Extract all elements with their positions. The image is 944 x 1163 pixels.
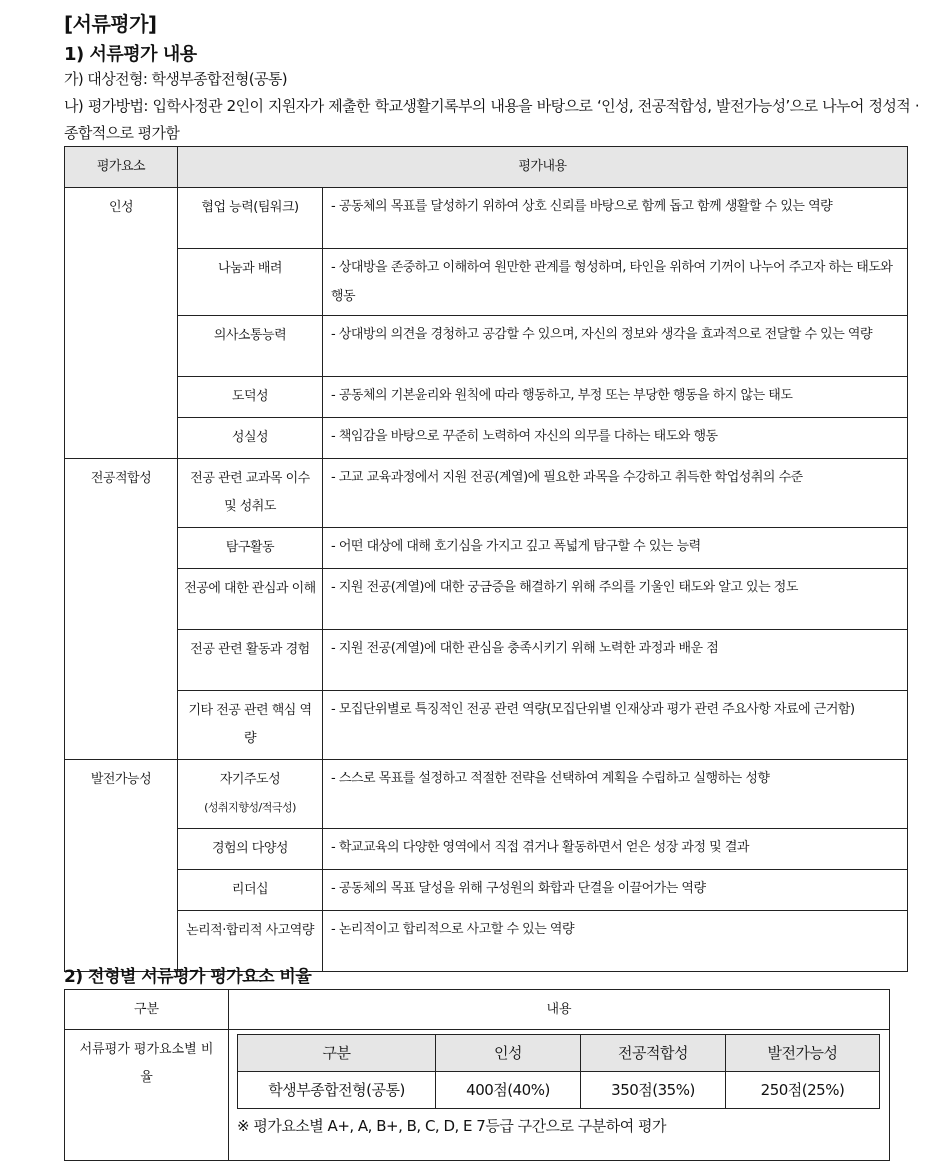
description: - 상대방을 존중하고 이해하여 원만한 관계를 형성하며, 타인을 위하여 기꺼이 나누어 주고자 하는 태도와 행동 bbox=[323, 249, 908, 316]
ratio-inner-table bbox=[237, 1034, 880, 1109]
method-text: 나) 평가방법: 입학사정관 2인이 지원자가 제출한 학교생활기록부의 내용을 바탕으로 ‘인성, 전공적합성, 발전가능성’으로 나누어 정성적 · 종합적으로 평가함 bbox=[64, 97, 919, 142]
header-element: 평가요소 bbox=[65, 147, 178, 188]
table-row bbox=[65, 377, 908, 418]
element-group: 전공적합성 bbox=[65, 459, 178, 760]
target-text: 가) 대상전형: 학생부종합전형(공통) bbox=[64, 70, 288, 88]
grade-note: ※ 평가요소별 A+, A, B+, B, C, D, E 7등급 구간으로 구분하여 평가 bbox=[237, 1117, 667, 1135]
inner-cell: 학생부종합전형(공통) bbox=[238, 1072, 436, 1109]
sub-element-label: 의사소통능력 bbox=[213, 328, 287, 343]
sub-element-label: 논리적·합리적 사고역량 bbox=[186, 923, 314, 938]
sub-element-label: 협업 능력(팀워크) bbox=[201, 200, 299, 215]
table-row bbox=[65, 870, 908, 911]
sub-element-label: 성실성 bbox=[231, 430, 269, 445]
sub-element-label: 전공에 대한 관심과 이해 bbox=[184, 581, 316, 596]
table-row bbox=[65, 569, 908, 630]
header-content: 내용 bbox=[229, 990, 890, 1030]
page-title: [서류평가] bbox=[64, 12, 157, 36]
section2-heading: 2) 전형별 서류평가 평가요소 비율 bbox=[64, 967, 312, 987]
sub-element-label: 전공 관련 활동과 경험 bbox=[190, 642, 310, 657]
sub-element bbox=[178, 630, 323, 691]
table-row bbox=[65, 630, 908, 691]
header-content: 평가내용 bbox=[178, 147, 908, 188]
description: - 공동체의 목표 달성을 위해 구성원의 화합과 단결을 이끌어가는 역량 bbox=[323, 870, 908, 911]
inner-cell: 250점(25%) bbox=[726, 1072, 880, 1109]
sub-element-label: 전공 관련 교과목 이수 및 성취도 bbox=[190, 471, 310, 514]
sub-element bbox=[178, 760, 323, 829]
header-category: 구분 bbox=[65, 990, 229, 1030]
sub-element-label: 리더십 bbox=[231, 882, 269, 897]
description: - 지원 전공(계열)에 대한 관심을 충족시키기 위해 노력한 과정과 배운 점 bbox=[323, 630, 908, 691]
sub-element-label: 자기주도성 bbox=[219, 772, 281, 787]
inner-cell: 350점(35%) bbox=[581, 1072, 726, 1109]
element-group: 인성 bbox=[65, 188, 178, 459]
description: - 학교교육의 다양한 영역에서 직접 겪거나 활동하면서 얻은 성장 과정 및 결과 bbox=[323, 829, 908, 870]
sub-element bbox=[178, 870, 323, 911]
sub-element bbox=[178, 316, 323, 377]
description: - 책임감을 바탕으로 꾸준히 노력하여 자신의 의무를 다하는 태도와 행동 bbox=[323, 418, 908, 459]
sub-element bbox=[178, 829, 323, 870]
inner-header: 전공적합성 bbox=[581, 1035, 726, 1072]
table-row bbox=[65, 760, 908, 829]
sub-element bbox=[178, 418, 323, 459]
sub-element-label: 도덕성 bbox=[231, 389, 269, 404]
table-row bbox=[65, 528, 908, 569]
table-row bbox=[65, 691, 908, 760]
description: - 모집단위별로 특징적인 전공 관련 역량(모집단위별 인재상과 평가 관련 주요사항 자료에 근거함) bbox=[323, 691, 908, 760]
element-group: 발전가능성 bbox=[65, 760, 178, 972]
table-row bbox=[65, 249, 908, 316]
sub-element-note: (성취지향성/적극성) bbox=[204, 801, 296, 814]
description: - 지원 전공(계열)에 대한 궁금증을 해결하기 위해 주의를 기울인 태도와 알고 있는 정도 bbox=[323, 569, 908, 630]
sub-element bbox=[178, 569, 323, 630]
row-label: 서류평가 평가요소별 비율 bbox=[65, 1030, 229, 1161]
description: - 논리적이고 합리적으로 사고할 수 있는 역량 bbox=[323, 911, 908, 972]
sub-element bbox=[178, 377, 323, 418]
description: - 공동체의 목표를 달성하기 위하여 상호 신뢰를 바탕으로 함께 돕고 함께 생활할 수 있는 역량 bbox=[323, 188, 908, 249]
table-row bbox=[65, 188, 908, 249]
sub-element-label: 경험의 다양성 bbox=[212, 841, 288, 856]
inner-header: 구분 bbox=[238, 1035, 436, 1072]
description: - 공동체의 기본윤리와 원칙에 따라 행동하고, 부정 또는 부당한 행동을 하지 않는 태도 bbox=[323, 377, 908, 418]
table-row bbox=[65, 316, 908, 377]
sub-element-label: 탐구활동 bbox=[225, 540, 275, 555]
description: - 스스로 목표를 설정하고 적절한 전략을 선택하여 계획을 수립하고 실행하는 성향 bbox=[323, 760, 908, 829]
ratio-table bbox=[64, 989, 890, 1161]
inner-cell: 400점(40%) bbox=[436, 1072, 581, 1109]
sub-element bbox=[178, 188, 323, 249]
sub-element bbox=[178, 249, 323, 316]
table-row bbox=[65, 829, 908, 870]
table-row bbox=[65, 459, 908, 528]
sub-element-label: 기타 전공 관련 핵심 역량 bbox=[188, 703, 312, 746]
description: - 어떤 대상에 대해 호기심을 가지고 깊고 폭넓게 탐구할 수 있는 능력 bbox=[323, 528, 908, 569]
sub-element bbox=[178, 691, 323, 760]
section1-heading: 1) 서류평가 내용 bbox=[64, 44, 197, 65]
sub-element bbox=[178, 459, 323, 528]
inner-header: 발전가능성 bbox=[726, 1035, 880, 1072]
table-row bbox=[65, 418, 908, 459]
sub-element bbox=[178, 528, 323, 569]
description: - 고교 교육과정에서 지원 전공(계열)에 필요한 과목을 수강하고 취득한 학업성취의 수준 bbox=[323, 459, 908, 528]
evaluation-table bbox=[64, 146, 908, 972]
sub-element-label: 나눔과 배려 bbox=[218, 261, 282, 276]
description: - 상대방의 의견을 경청하고 공감할 수 있으며, 자신의 정보와 생각을 효과적으로 전달할 수 있는 역량 bbox=[323, 316, 908, 377]
inner-header: 인성 bbox=[436, 1035, 581, 1072]
